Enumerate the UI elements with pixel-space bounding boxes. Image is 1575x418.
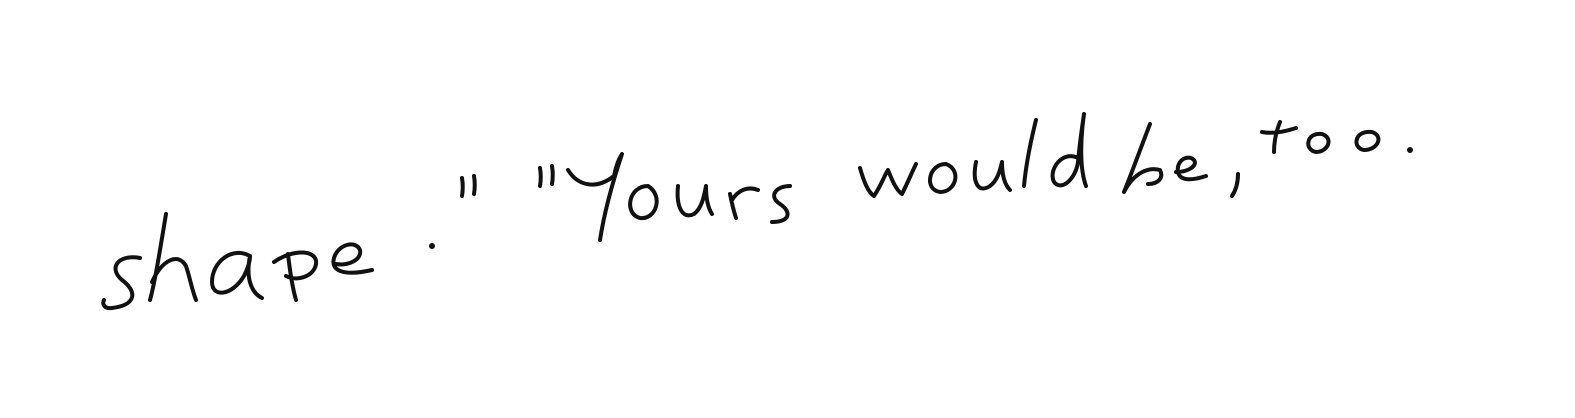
stroke-s xyxy=(103,257,140,308)
stroke-open-quote-1 xyxy=(540,168,541,186)
stroke-o xyxy=(630,186,657,218)
stroke-close-quote-1 xyxy=(462,178,463,196)
stroke-Y xyxy=(568,154,622,240)
stroke-l xyxy=(1024,120,1036,186)
stroke-e xyxy=(333,244,372,272)
stroke-o4 xyxy=(1356,132,1378,150)
stroke-p xyxy=(274,252,316,300)
stroke-e2 xyxy=(1176,158,1206,180)
stroke-d xyxy=(1053,114,1086,186)
stroke-comma xyxy=(1232,174,1238,196)
stroke-u xyxy=(678,186,712,215)
stroke-w xyxy=(860,164,916,196)
stroke-t xyxy=(1262,122,1296,152)
stroke-close-quote-2 xyxy=(474,176,475,194)
stroke-u2 xyxy=(975,162,1010,190)
stroke-open-quote-2 xyxy=(552,166,553,184)
stroke-period-final xyxy=(1407,147,1413,153)
stroke-h xyxy=(150,214,196,300)
stroke-b xyxy=(1124,124,1161,192)
stroke-o2 xyxy=(930,164,955,192)
stroke-r xyxy=(730,188,758,218)
stroke-a xyxy=(212,253,262,298)
stroke-s2 xyxy=(772,186,790,222)
stroke-o3 xyxy=(1308,134,1328,152)
stroke-period xyxy=(429,243,435,249)
